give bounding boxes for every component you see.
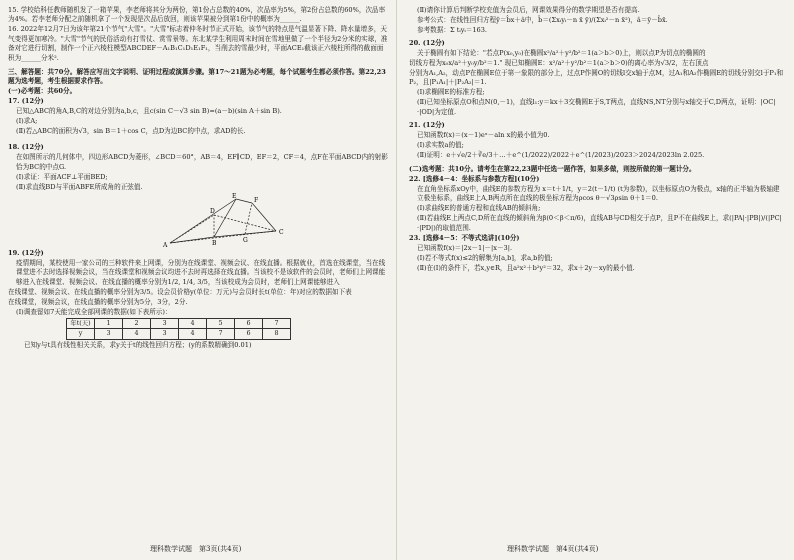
question-22-part-2: (Ⅱ)若曲线E上两点C,D所在直线的倾斜角为β(0＜β＜π/6)，直线AB与CD相交于点P，且P不在曲线E上，求(|PA|·|PB|)/(|PC|·|PD|)的取值范围. — [417, 214, 782, 232]
question-19-heading: 19. (12分) — [8, 248, 44, 257]
table-cell: 3 — [151, 329, 179, 339]
question-19-tail: 已知y与t具有线性相关关系，求y关于t的线性回归方程；(y的系数精确到0.01) — [24, 340, 252, 349]
label-B: B — [212, 239, 217, 247]
table-row — [67, 319, 291, 329]
table-cell: 8 — [263, 329, 291, 339]
question-17-part-2: (Ⅱ)若△ABC的面积为√3，sin B＝1＋cos C，点D为边BC的中点，求AD的长. — [16, 127, 246, 136]
section-3a-heading: (一)必考题：共60分。 — [8, 87, 77, 96]
reference-data: 参考数据：Σ tᵢyᵢ＝163. — [417, 26, 488, 34]
table-cell: 4 — [123, 329, 151, 339]
question-21-heading: 21. (12分) — [409, 120, 445, 129]
question-22-text: 在直角坐标系xOy中，曲线E的参数方程为 x＝t＋1/t，y＝2(t－1/t) (t为参数)，以坐标原点O为极点，x轴的正半轴为极轴建立极坐标系，曲线E上A,B两点所在直线的极坐标方程为ρcos θ－√3ρsin θ＋1＝0. — [417, 184, 780, 203]
question-19-part-1: (Ⅰ)调查留如7天能完成全部网课的数据(如下表所示)： — [16, 307, 172, 316]
page-footer-3: 理科数学试题 第3页(共4页) — [150, 544, 242, 553]
question-19-text-3: 在线课堂，视频会议，在线直播的概率分别为5分，3分，2分. — [8, 297, 188, 306]
section-3-heading: 三、解答题：共70分。解答应写出文字说明、证明过程或演算步骤。第17～21题为必考题，每个试题考生都必须作答。第22,23题为选考题，考生根据要求作答。 — [8, 67, 386, 86]
question-20-text-2: 切线方程为x₀x/a²＋y₀y/b²＝1." 现已知椭圆E：x²/a²＋y²/b²＝1(a＞b＞0)的离心率为√3/2，左右顶点 — [409, 59, 709, 67]
question-23-heading: 23. [选修4－5：不等式选讲](10分) — [409, 233, 520, 242]
question-18-part-1: (Ⅰ)求证：平面ACF⊥平面BED; — [16, 172, 108, 181]
question-19-part-2: (Ⅱ)请你计算后判断学校充值为会员后，网课效果得分的数学期望是否有提高. — [417, 6, 640, 14]
question-18-part-2: (Ⅱ)求直线BD与平面ABFE所成角的正弦值. — [16, 182, 143, 191]
data-table — [66, 318, 291, 340]
question-22-heading: 22. [选修4－4：坐标系与参数方程](10分) — [409, 174, 540, 183]
label-C: C — [279, 228, 284, 236]
question-22-part-1: (Ⅰ)求曲线E的普通方程和直线AB的倾斜角; — [417, 204, 541, 213]
label-D: D — [210, 207, 215, 215]
question-20-part-2: (Ⅱ)已知坐标原点O和点N(0,－1)，直线l₁:y＝kx＋3交椭圆E于S,T两点，直线NS,NT分别与x轴交于C,D两点，证明：|OC|·|OD|为定值. — [417, 98, 776, 116]
question-20-text-3: 分别为A₁,A₂，动点P在椭圆E位于第一象限的部分上，过点P作圆O的切线l交x轴于点M，过A₁和A₂作椭圆E的切线分别交l于P₁和P₂，且|P₁A₁|＋|P₂A₂|＝1. — [409, 69, 784, 87]
question-18-text: 在如图所示的几何体中，四边形ABCD为菱形，∠BCD＝60°，AB＝4，EF∥CD，EF＝2，CF＝4，点F在平面ABCD内的射影恰为BC的中点G. — [16, 153, 388, 171]
exam-page-4 — [397, 0, 794, 560]
table-cell: 7 — [263, 319, 291, 329]
table-cell: 4 — [179, 319, 207, 329]
question-20-heading: 20. (12分) — [409, 39, 445, 47]
label-G: G — [243, 236, 248, 244]
table-cell: 6 — [235, 319, 263, 329]
question-21-part-1: (Ⅰ)求实数a的值; — [417, 140, 464, 149]
reference-formula: 参考公式：在线性回归方程ŷ＝b̂x＋â中，b̂＝(Σxᵢyᵢ－n x̄ ȳ)/(Σxᵢ²－n x̄²)，â＝ȳ－b̂x̄. — [417, 16, 668, 24]
question-23-text: 已知函数f(x)＝|2x－1|－|x－3|. — [417, 243, 513, 252]
question-16: 16. 2022年12月7日为该年第21个节气"大雪"。"大雪"标志着仲冬时节正式开始，该节气的特点是气温显著下降、降水量增多，天气变得更加寒冷。"大雪"节气的民俗活动有打雪仗、赏雪景等。东北某学生利用周末时间在雪地里做了一个半径为2分米的实球，准备对它进行切割，制作一个正六棱柱模型ABCDEF－A₁B₁C₁D₁E₁F₁，当削去的雪最少时，平面ACE₁截该正六棱柱所得的截面面积为______分米². — [8, 25, 388, 62]
question-17-part-1: (Ⅰ)求A; — [16, 117, 38, 126]
question-23-part-2: (Ⅱ)在(Ⅰ)的条件下，若x,y∈R，且a²x²＋b²y²＝32，求x＋2y－xy的最小值. — [417, 263, 635, 272]
table-cell: 7 — [207, 329, 235, 339]
optional-section-heading: (二)选考题：共10分。请考生在第22,23题中任选一题作答，如果多做，则按所做的第一题计分。 — [409, 164, 696, 173]
question-23-part-1: (Ⅰ)若不等式f(x)≤2的解集为[a,b]，求a,b的值; — [417, 253, 553, 262]
table-cell: 1 — [95, 319, 123, 329]
question-18-heading: 18. (12分) — [8, 143, 44, 152]
question-20-text-1: 关于椭圆有如下结论："若点P(x₀,y₀)在椭圆x²/a²＋y²/b²＝1(a＞b＞0)上，则以点P为切点的椭圆的 — [417, 49, 706, 57]
question-17-text: 已知△ABC的角A,B,C的对边分别为a,b,c，且c(sin C－√3 sin B)=(a－b)(sin A＋sin B). — [16, 107, 282, 116]
table-cell: 3 — [151, 319, 179, 329]
table-cell: 5 — [207, 319, 235, 329]
question-19-text-2: 在线课堂、视频会议、在线直播的概率分别为3/5。设会员价格y(单位：万元)与会员时长t(单位：年)对应的数据如下表 — [8, 287, 352, 296]
question-20-part-1: (Ⅰ)求椭圆E的标准方程; — [417, 88, 485, 97]
question-15: 15. 学校给科任教师随机发了一箱苹果，李老师将其分为两份，第1份占总数的40%，次品率为5%，第2份占总数的60%，次品率为4%。若李老师分配之前随机拿了一个发现是次品后放回，则该苹果被分到第1份中的概率为______. — [8, 6, 386, 24]
label-A: A — [163, 241, 168, 249]
label-F: F — [254, 196, 259, 204]
table-row-label: 年t(天) — [67, 319, 95, 329]
question-21-text: 已知函数f(x)＝(x－1)eˣ－aln x的最小值为0. — [417, 130, 550, 139]
question-17-heading: 17. (12分) — [8, 97, 44, 106]
table-row-label: y — [67, 329, 95, 339]
table-row — [67, 329, 291, 339]
table-cell: 6 — [235, 329, 263, 339]
table-cell: 4 — [179, 329, 207, 339]
question-19-text-1: 疫情期间，某校使用一家公司的三种软件来上网课，分别为在线课堂、视频会议、在线直播。根据就业，首选在线课堂，当在线课堂进不去时选择视频会议，当在线课堂和视频会议均进不去时再选择在线直播。当该校不是该软件的会员时，老师们上网课能够进入在线课堂、视频会议、在线直播的概率分别为1/2, 1/4, 3/5，当该校成为会员时，老师们上网课能够进入 — [16, 258, 386, 286]
table-cell: 2 — [123, 319, 151, 329]
page-footer-4: 理科数学试题 第4页(共4页) — [507, 544, 599, 553]
question-21-part-2: (Ⅱ)证明：e＋√e/2＋∛e/3＋…＋e^(1/2022)/2022＋e^(1/2023)/2023＞2024/2023ln 2.025. — [417, 150, 705, 159]
label-E: E — [232, 192, 237, 200]
geometry-figure — [158, 193, 288, 249]
table-cell: 3 — [95, 329, 123, 339]
